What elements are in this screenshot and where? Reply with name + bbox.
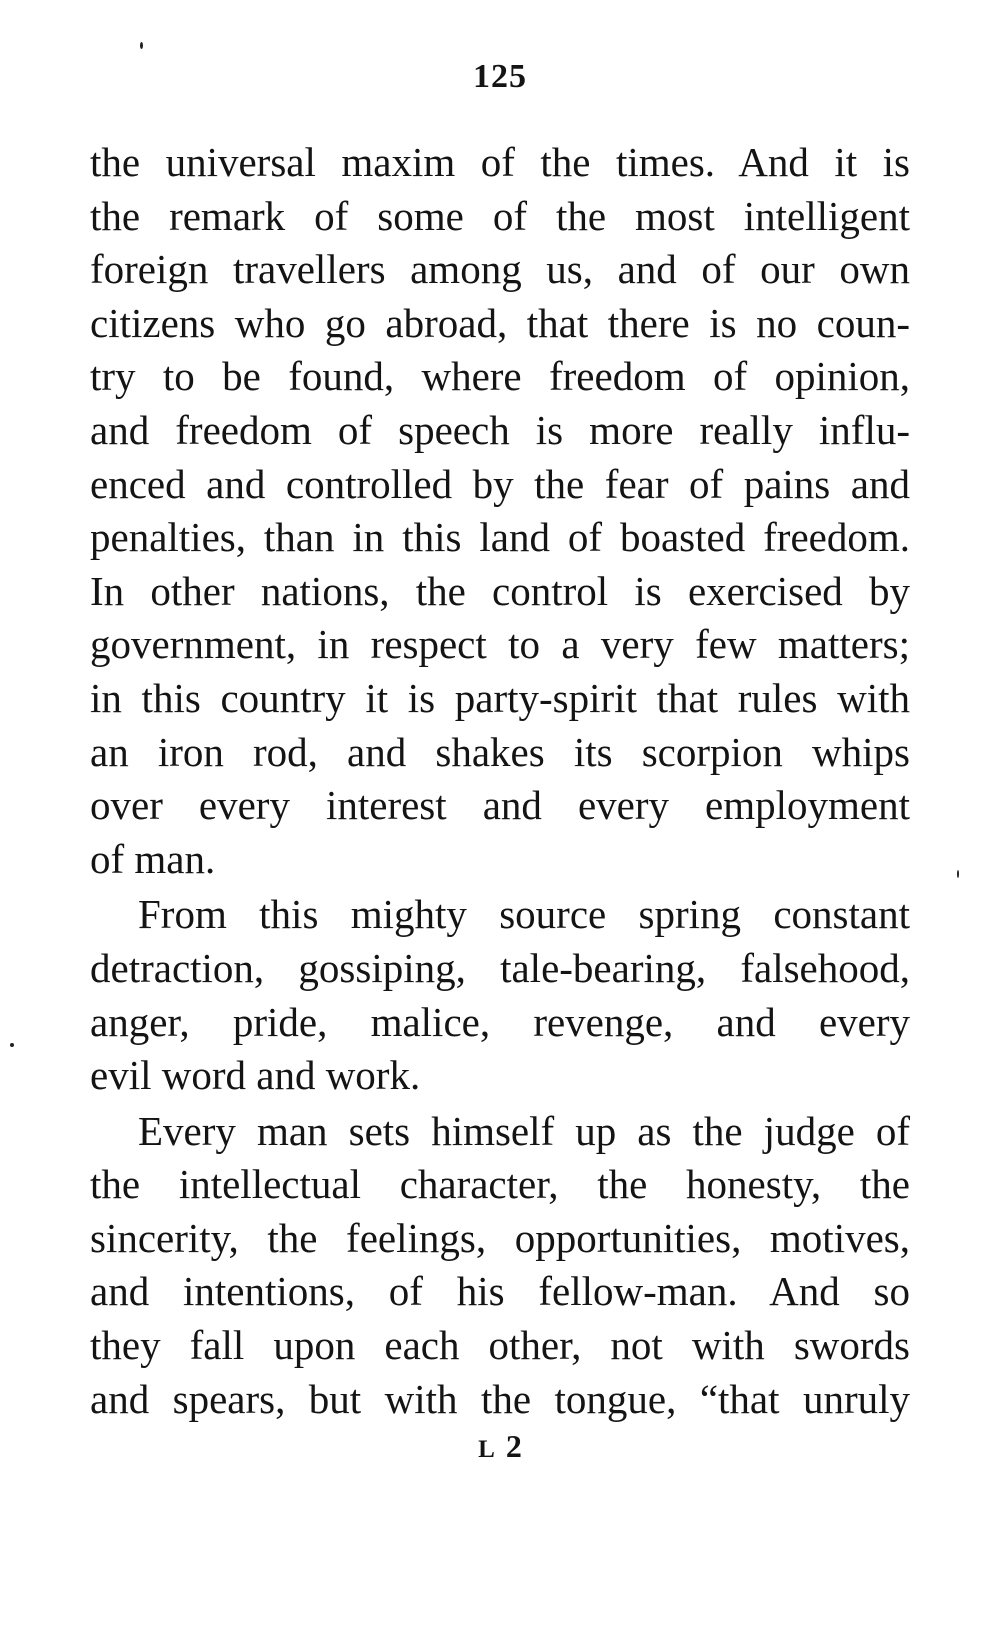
text-line: over every interest and every employment [90, 782, 910, 829]
text-line: try to be found, where freedom of opinion, [90, 353, 910, 400]
text-line: and freedom of speech is more really influ- [90, 406, 910, 453]
text-line: an iron rod, and shakes its scorpion whips [90, 728, 910, 775]
text-line: they fall upon each other, not with swords [90, 1322, 910, 1369]
text-line: detraction, gossiping, tale-bearing, falsehood, [90, 944, 910, 991]
scan-speck [10, 1043, 14, 1047]
text-line: sincerity, the feelings, opportunities, motives, [90, 1214, 910, 1261]
text-line: and intentions, of his fellow-man. And so [90, 1268, 910, 1315]
text-line: From this mighty source spring constant [138, 891, 910, 938]
text-line: in this country it is party-spirit that rules with [90, 674, 910, 721]
text-line: evil word and work. [90, 1052, 421, 1099]
signature-number: 2 [505, 1428, 522, 1464]
text-line: In other nations, the control is exercised by [90, 567, 910, 614]
text-line: and spears, but with the tongue, “that unruly [90, 1375, 910, 1422]
paragraph-2 [90, 888, 910, 1102]
text-line: the remark of some of the most intelligent [90, 192, 910, 239]
text-line: citizens who go abroad, that there is no coun- [90, 299, 910, 346]
text-line: the intellectual character, the honesty, the [90, 1161, 910, 1208]
scan-speck [140, 42, 143, 49]
scan-speck [957, 870, 959, 878]
text-line: of man. [90, 835, 216, 882]
text-line: government, in respect to a very few matters; [90, 621, 910, 668]
text-line: foreign travellers among us, and of our own [90, 246, 910, 293]
text-line: Every man sets himself up as the judge of [138, 1107, 910, 1154]
page-number: 125 [473, 58, 527, 95]
signature-mark [0, 1428, 1000, 1465]
text-line: penalties, than in this land of boasted freedom. [90, 514, 910, 561]
signature-letter: L [478, 1436, 496, 1463]
text-line: anger, pride, malice, revenge, and every [90, 998, 910, 1045]
text-line: enced and controlled by the fear of pains and [90, 460, 910, 507]
text-line: the universal maxim of the times. And it is [90, 139, 910, 185]
paragraph-3 [90, 1105, 910, 1427]
body-text [90, 134, 910, 1426]
paragraph-1 [90, 136, 910, 886]
